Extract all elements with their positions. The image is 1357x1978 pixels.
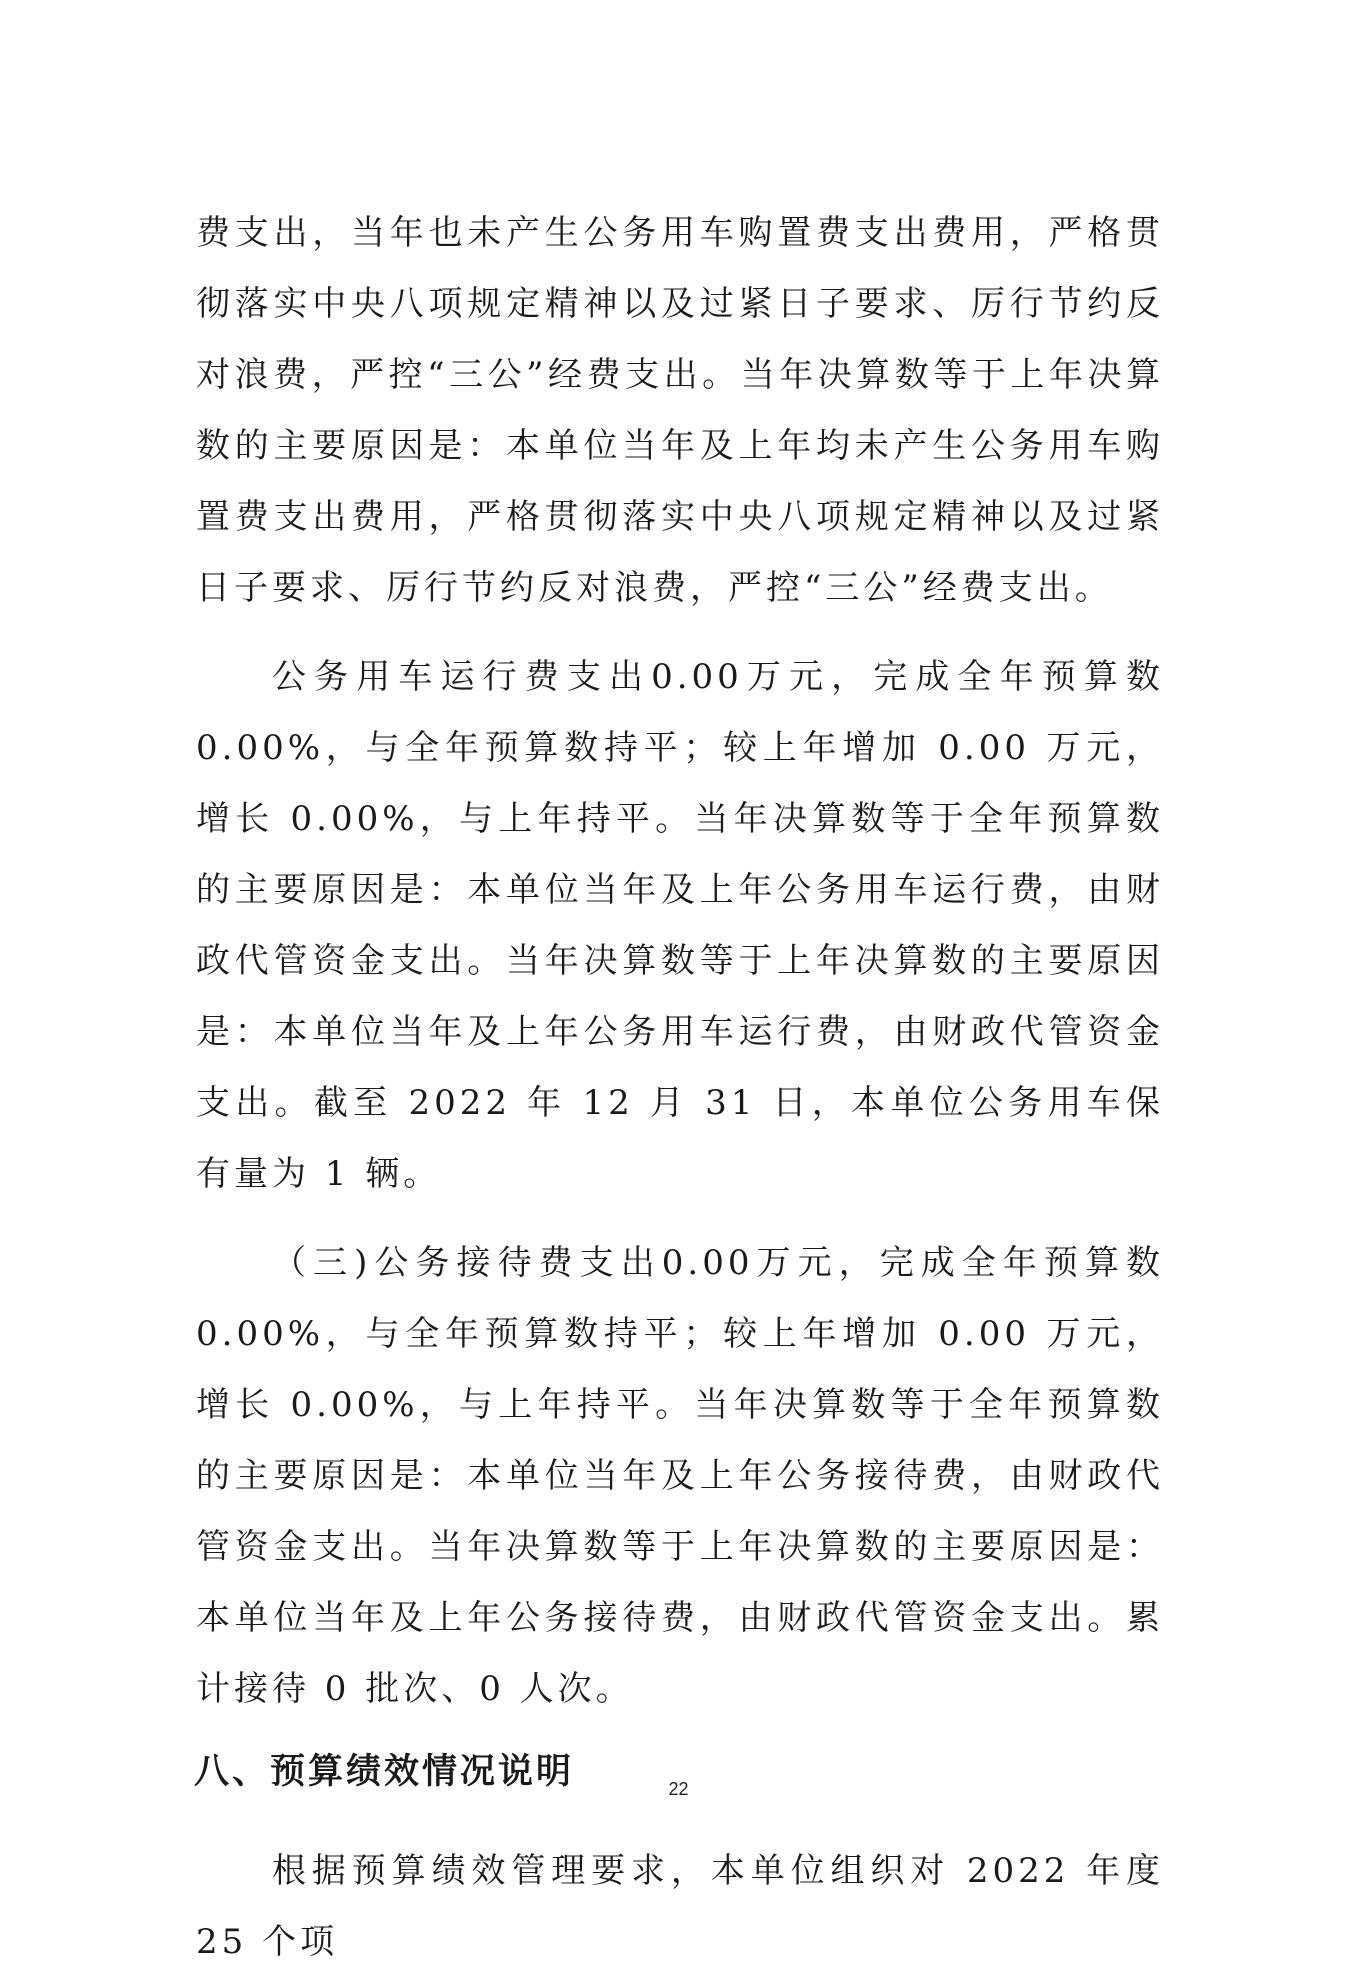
paragraph-performance-intro: 根据预算绩效管理要求，本单位组织对 2022 年度 25 个项 xyxy=(196,1851,1164,1962)
paragraph-official-vehicle-purchase: 费支出，当年也未产生公务用车购置费支出费用，严格贯彻落实中央八项规定精神以及过紧日子要求、厉行节约反对浪费，严控“三公”经费支出。当年决算数等于上年决算数的主要原因是：本单位当年及上年均未产生公务用车购置费支出费用，严格贯彻落实中央八项规定精神以及过紧日子要求、厉行节约反对浪费，严控“三公”经费支出。 xyxy=(196,213,1164,608)
section-heading-performance: 八、预算绩效情况说明 xyxy=(194,1752,575,1792)
paragraph-official-vehicle-operation: 公务用车运行费支出0.00万元，完成全年预算数0.00%，与全年预算数持平；较上年增加 0.00 万元，增长 0.00%，与上年持平。当年决算数等于全年预算数的主要原因是：本单位当年及上年公务用车运行费，由财政代管资金支出。当年决算数等于上年决算数的主要原因是：本单位当年及上年公务用车运行费，由财政代管资金支出。截至 2022 年 12 月 31 日，本单位公务用车保有量为 1 辆。 xyxy=(196,657,1164,1194)
document-body xyxy=(196,198,1164,1978)
page-number: 22 xyxy=(668,1779,689,1799)
paragraph-official-reception: （三)公务接待费支出0.00万元，完成全年预算数0.00%，与全年预算数持平；较上年增加 0.00 万元，增长 0.00%，与上年持平。当年决算数等于全年预算数的主要原因是：本单位当年及上年公务接待费，由财政代管资金支出。当年决算数等于上年决算数的主要原因是：本单位当年及上年公务接待费，由财政代管资金支出。累计接待 0 批次、0 人次。 xyxy=(196,1243,1164,1709)
